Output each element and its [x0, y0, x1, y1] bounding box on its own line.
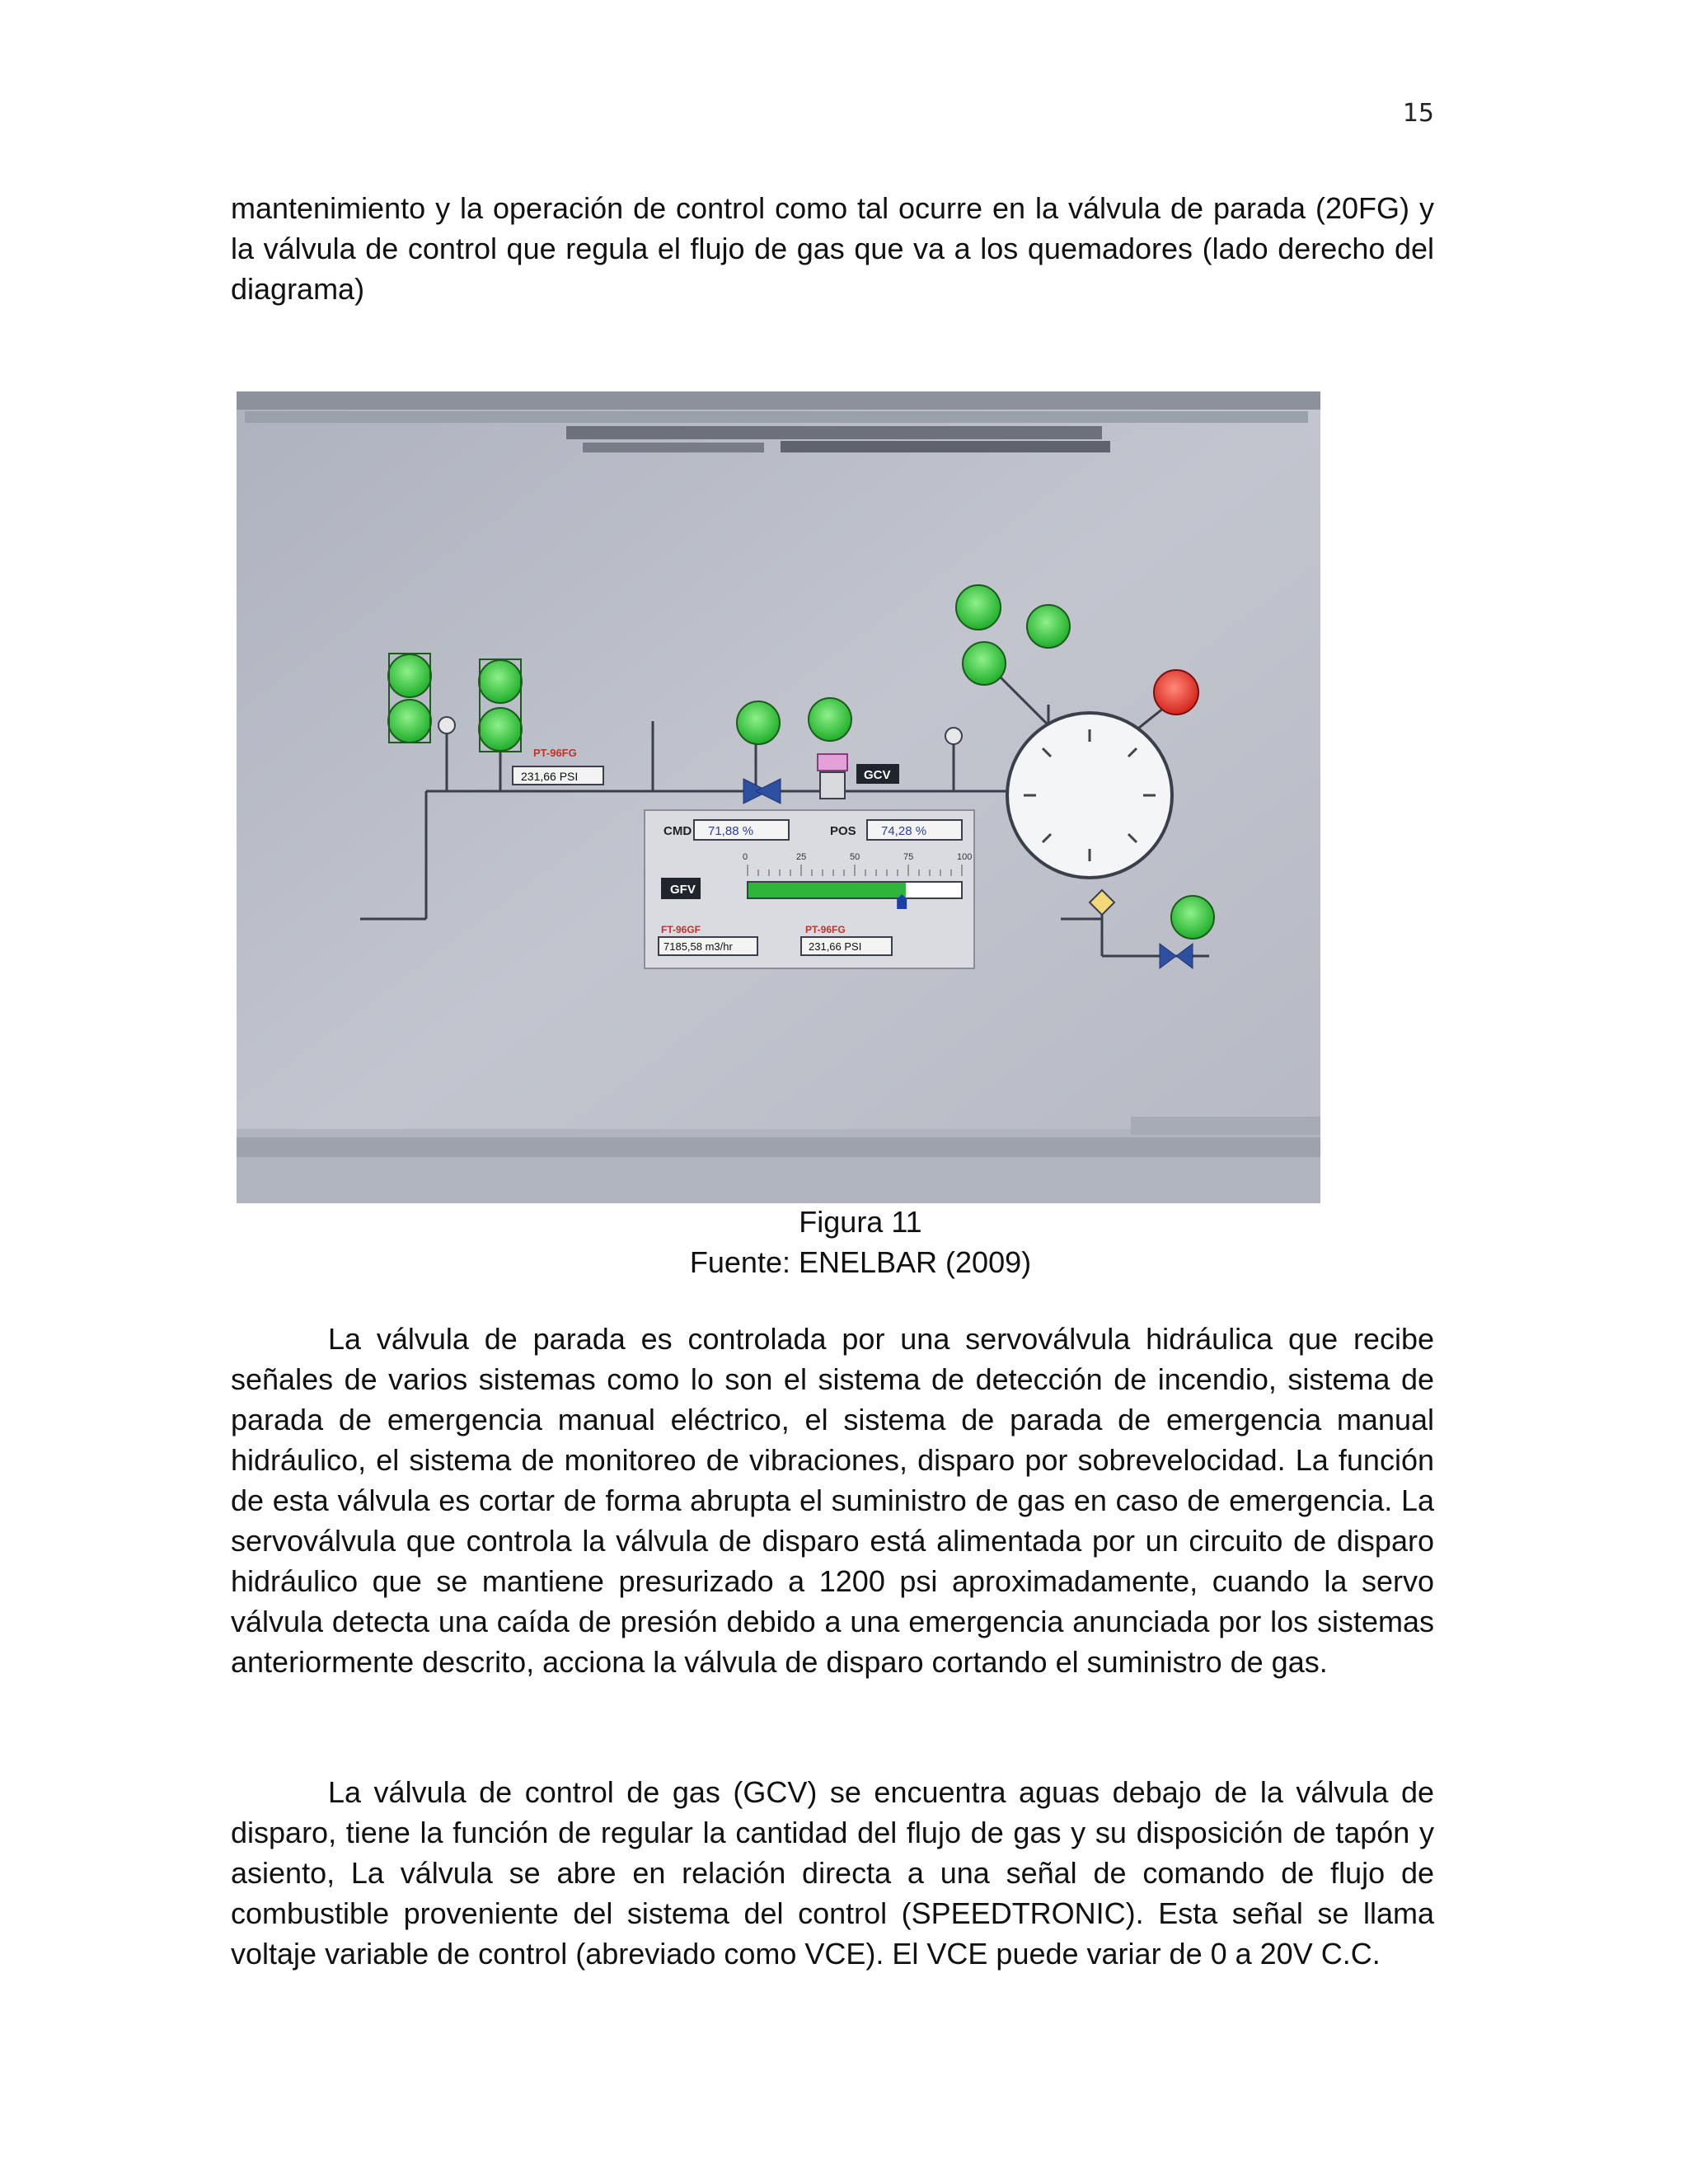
paragraph-intro: mantenimiento y la operación de control como tal ocurre en la válvula de parada (20FG) y la válvula de control que regula el flujo de gas que va a los quemadores (lado derecho del diagrama) [231, 191, 1434, 306]
cmd-value: 71,88 % [708, 824, 754, 838]
paragraph-gas-control-valve: La válvula de control de gas (GCV) se encuentra aguas debajo de la válvula de disparo, tiene la función de regular la cantidad del flujo de gas y su disposición de tapón y asiento, La válvula se abre en relación directa a una señal de comando de flujo de combustible proveniente del sistema del control (SPEEDTRONIC). Esta señal se llama voltaje variable de control (abreviado como VCE). El VCE puede variar de 0 a 20V C.C. [231, 1775, 1434, 1971]
scale-tick-label: 25 [796, 852, 807, 862]
pt-label-left: PT-96FG [533, 747, 577, 759]
pt-label-bottom: PT-96FG [805, 924, 846, 935]
cmd-label: CMD [663, 824, 692, 838]
ft-label: FT-96GF [661, 924, 701, 935]
scale-tick-label: 0 [743, 852, 748, 862]
gfv-label: GFV [670, 883, 696, 897]
position-bar-fill [748, 883, 906, 898]
pos-value: 74,28 % [881, 824, 927, 838]
figure-source: Fuente: ENELBAR (2009) [689, 1245, 1032, 1279]
scale-tick-label: 50 [850, 852, 860, 862]
scale-tick-label: 100 [957, 852, 973, 862]
pressure-readout: 231,66 PSI [521, 770, 579, 783]
scale-tick-label: 75 [903, 852, 914, 862]
figure-caption: Figura 11 [799, 1205, 922, 1239]
pos-label: POS [830, 824, 856, 838]
ft-value: 7185,58 m3/hr [663, 940, 733, 953]
figure-hmi-screenshot [237, 391, 1320, 1203]
hmi-diagram [237, 391, 1320, 1203]
pt-value-bottom: 231,66 PSI [809, 940, 862, 953]
gcv-label: GCV [864, 768, 891, 782]
page-number: 15 [1402, 99, 1434, 128]
paragraph-stop-valve: La válvula de parada es controlada por una servoválvula hidráulica que recibe señales de varios sistemas como lo son el sistema de detección de incendio, sistema de parada de emergencia manual eléctrico, el sistema de parada de emergencia manual hidráulico, el sistema de monitoreo de vibraciones, disparo por sobrevelocidad. La función de esta válvula es cortar de forma abrupta el suministro de gas en caso de emergencia. La servoválvula que controla la válvula de disparo está alimentada por un circuito de disparo hidráulico que se mantiene presurizado a 1200 psi aproximadamente, cuando la servo válvula detecta una caída de presión debido a una emergencia anunciada por los sistemas anteriormente descrito, acciona la válvula de disparo cortando el suministro de gas. [231, 1322, 1434, 1679]
